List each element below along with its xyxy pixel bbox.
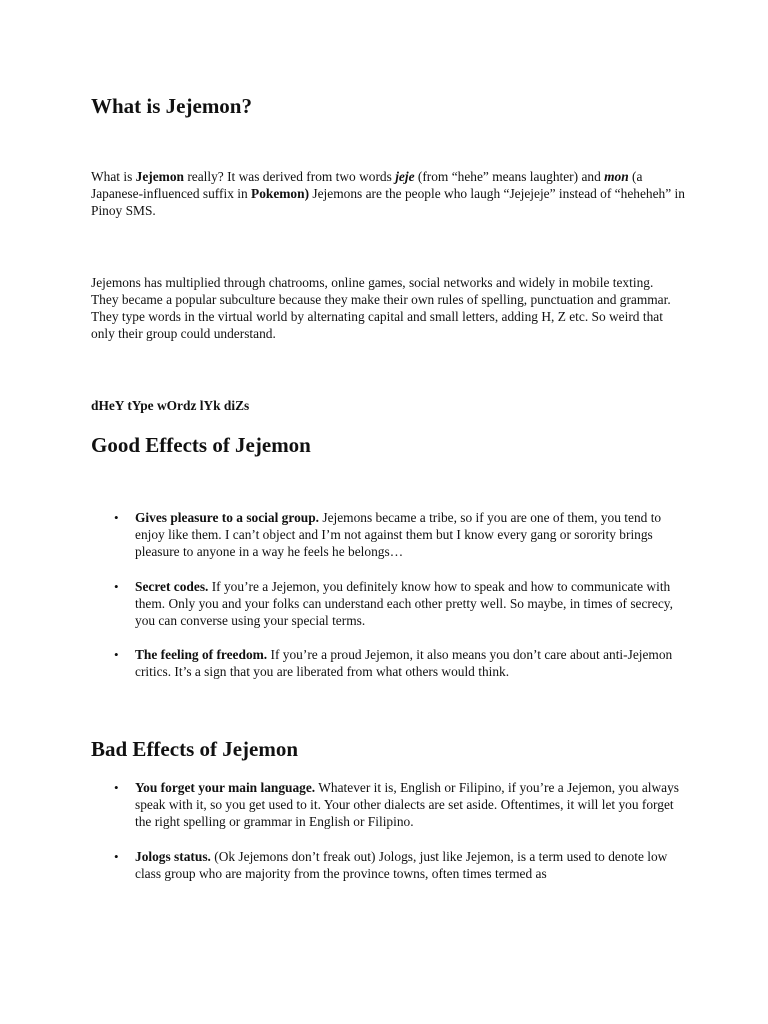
list-item-body bbox=[135, 509, 683, 561]
intro-term-pokemon: Pokemon) bbox=[251, 186, 310, 201]
list-item-body bbox=[135, 578, 683, 630]
intro-text-i: Jejemons are the people who laugh “Jejejeje” instead of “heheheh” in Pinoy SMS. bbox=[91, 186, 685, 218]
intro-text-c: really? It was derived from two words bbox=[183, 169, 396, 184]
list-item-text: (Ok Jejemons don’t freak out) Jologs, just like Jejemon, is a term used to denote low class group who are majority from the province towns, often times termed as bbox=[135, 848, 668, 881]
list-item bbox=[91, 509, 691, 561]
intro-text-a: What is bbox=[91, 169, 136, 184]
list-item-body bbox=[135, 848, 683, 882]
bullet-icon: • bbox=[114, 578, 119, 594]
bullet-icon: • bbox=[114, 780, 119, 795]
page-title: What is Jejemon? bbox=[91, 94, 252, 118]
list-item-text: If you’re a Jejemon, you definitely know how to speak and how to communicate with them. Only you and your folks can understand each other pretty well. So maybe, in times of secrecy, you can converse using your special terms. bbox=[135, 578, 673, 629]
list-item-body bbox=[135, 646, 683, 680]
list-item bbox=[91, 646, 691, 680]
intro-term-jejemon: Jejemon bbox=[135, 169, 184, 184]
list-item-text: Jejemons became a tribe, so if you are one of them, you tend to enjoy like them. I can’t object and I’m not against them but I know every gang or sorority brings pleasure to anyone in a way he feels he belongs… bbox=[135, 510, 662, 560]
bad-effects-list bbox=[91, 779, 691, 882]
list-item-lead: Jologs status. bbox=[135, 848, 211, 864]
list-item-text: Whatever it is, English or Filipino, if you’re a Jejemon, you always speak with it, so you get used to it. Your other dialects are set aside. Oftentimes, it will let you forget the right spelling or grammar in English or Filipino. bbox=[135, 780, 680, 830]
list-item bbox=[91, 848, 691, 882]
list-item-text: If you’re a proud Jejemon, it also means you don’t care about anti-Jejemon critics. It’s a sign that you are liberated from what others would think. bbox=[135, 647, 673, 680]
good-effects-list bbox=[91, 509, 691, 681]
subculture-paragraph: Jejemons has multiplied through chatrooms, online games, social networks and widely in mobile texting. They became a popular subculture because they make their own rules of spelling, punctuation and grammar. They type words in the virtual world by alternating capital and small letters, adding H, Z etc. So weird that only their group could understand. bbox=[91, 275, 671, 341]
jejemon-sample-text: dHeY tYpe wOrdz lYk diZs bbox=[91, 398, 250, 413]
intro-text-e: (from “hehe” means laughter) and bbox=[414, 169, 605, 184]
bullet-icon: • bbox=[114, 647, 119, 663]
list-item-lead: You forget your main language. bbox=[135, 780, 316, 795]
list-item-lead: Gives pleasure to a social group. bbox=[135, 510, 320, 525]
intro-paragraph bbox=[91, 168, 686, 219]
good-effects-heading: Good Effects of Jejemon bbox=[91, 433, 311, 457]
bullet-icon: • bbox=[114, 510, 119, 525]
intro-term-mon: mon bbox=[604, 169, 629, 184]
list-item-lead: The feeling of freedom. bbox=[135, 647, 268, 663]
intro-text-g: (a Japanese-influenced suffix in bbox=[91, 169, 643, 201]
intro-term-jeje: jeje bbox=[395, 169, 415, 184]
list-item-lead: Secret codes. bbox=[135, 578, 209, 594]
list-item bbox=[91, 578, 691, 630]
list-item-body bbox=[135, 779, 683, 831]
bullet-icon: • bbox=[114, 848, 119, 864]
list-item bbox=[91, 779, 691, 831]
bad-effects-heading: Bad Effects of Jejemon bbox=[91, 737, 299, 761]
